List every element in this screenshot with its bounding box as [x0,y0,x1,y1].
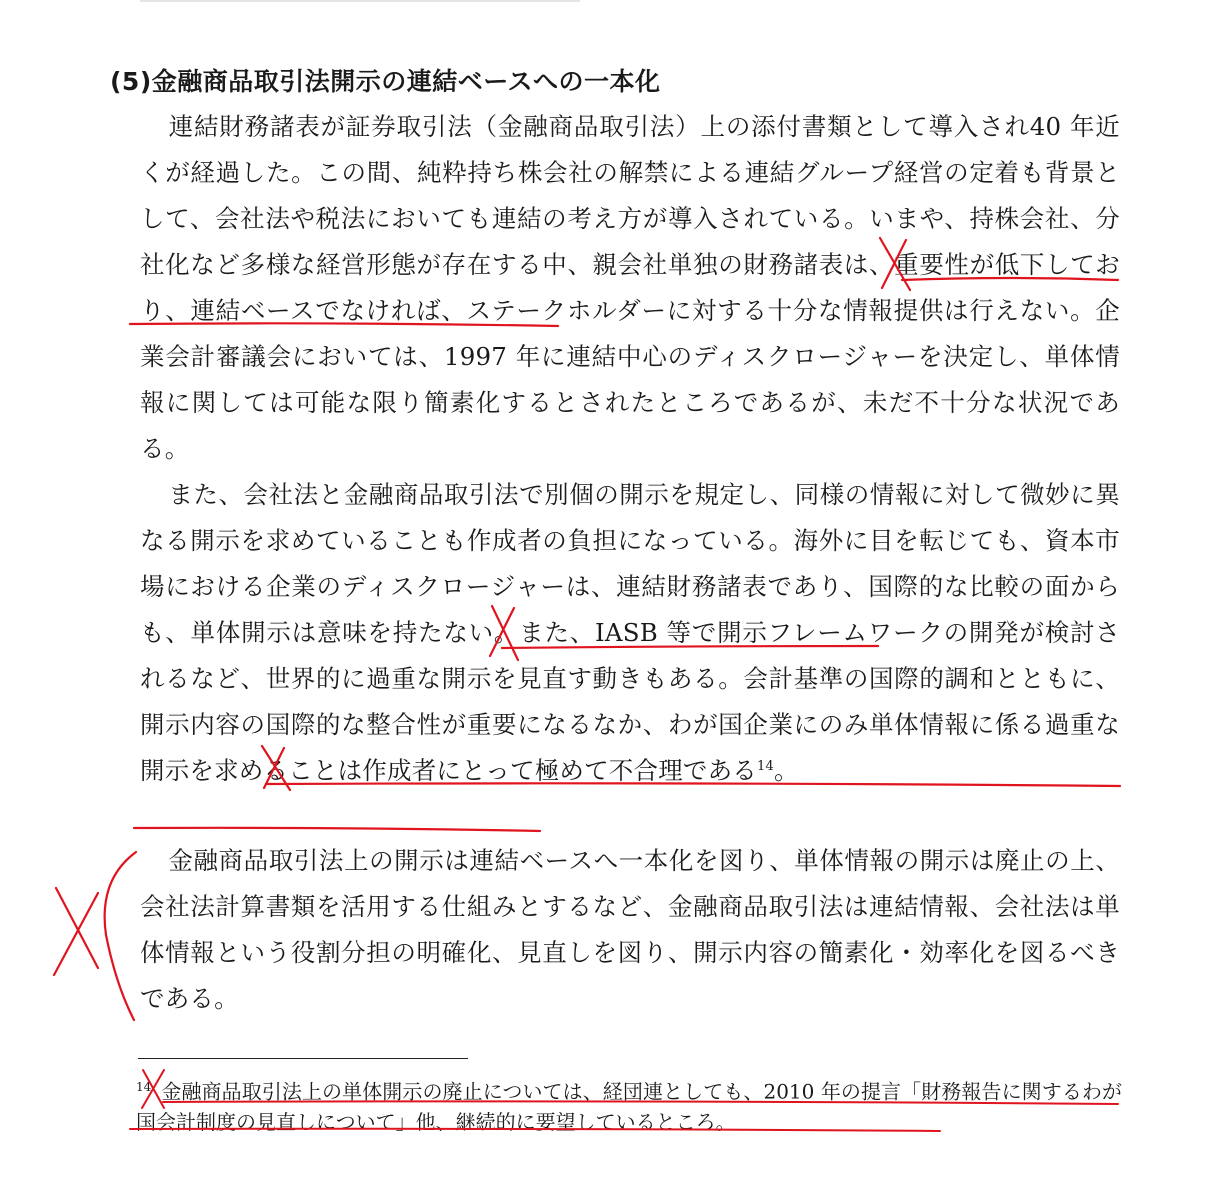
footnote-divider [138,1058,468,1059]
paragraph-1-text: 連結財務諸表が証券取引法（金融商品取引法）上の添付書類として導入され40 年近くが経過した。この間、純粋持ち株会社の解禁による連結グループ経営の定着も背景として、会社法や税法においても連結の考え方が導入されている。いまや、持株会社、分社化など多様な経営形態が存在する中、親会社単独の財務諸表は、重要性が低下しており、連結ベースでなければ、ステークホルダーに対する十分な情報提供は行えない。企業会計審議会においては、1997 年に連結中心のディスクロージャーを決定し、単体情報に関しては可能な限り簡素化するとされたところであるが、未だ不十分な状況である。 [140,112,1120,463]
paragraph-1 [140,104,1120,472]
footnote-reference[interactable]: 14 [757,758,774,774]
paragraph-2-text: また、会社法と金融商品取引法で別個の開示を規定し、同様の情報に対して微妙に異なる開示を求めていることも作成者の負担になっている。海外に目を転じても、資本市場における企業のディスクロージャーは、連結財務諸表であり、国際的な比較の面からも、単体開示は意味を持たない。また、IASB 等で開示フレームワークの開発が検討されるなど、世界的に過重な開示を見直す動きもある。会計基準の国際的調和とともに、開示内容の国際的な整合性が重要になるなか、わが国企業にのみ単体情報に係る過重な開示を求めることは作成者にとって極めて不合理である [140,480,1120,785]
footnote-number: 14 [136,1080,152,1094]
footnote-text: 金融商品取引法上の単体開示の廃止については、経団連としても、2010 年の提言「財務報告に関するわが国会計制度の見直しについて」他、継続的に要望しているところ。 [136,1079,1122,1134]
red-margin-bracket [105,852,136,1020]
paragraph-2-end: 。 [773,756,799,785]
paragraph-2 [140,472,1120,794]
section-heading: (5)金融商品取引法開示の連結ベースへの一本化 [110,67,661,96]
paragraph-3-text: 金融商品取引法上の開示は連結ベースへ一本化を図り、単体情報の開示は廃止の上、会社法計算書類を活用する仕組みとするなど、金融商品取引法は連結情報、会社法は単体情報という役割分担の明確化、見直しを図り、開示内容の簡素化・効率化を図るべきである。 [140,846,1120,1013]
red-underline [134,828,540,831]
paragraph-3 [140,838,1120,1022]
red-margin-x-mark [54,888,98,975]
cropped-previous-line [140,0,580,2]
footnote [136,1072,1122,1137]
